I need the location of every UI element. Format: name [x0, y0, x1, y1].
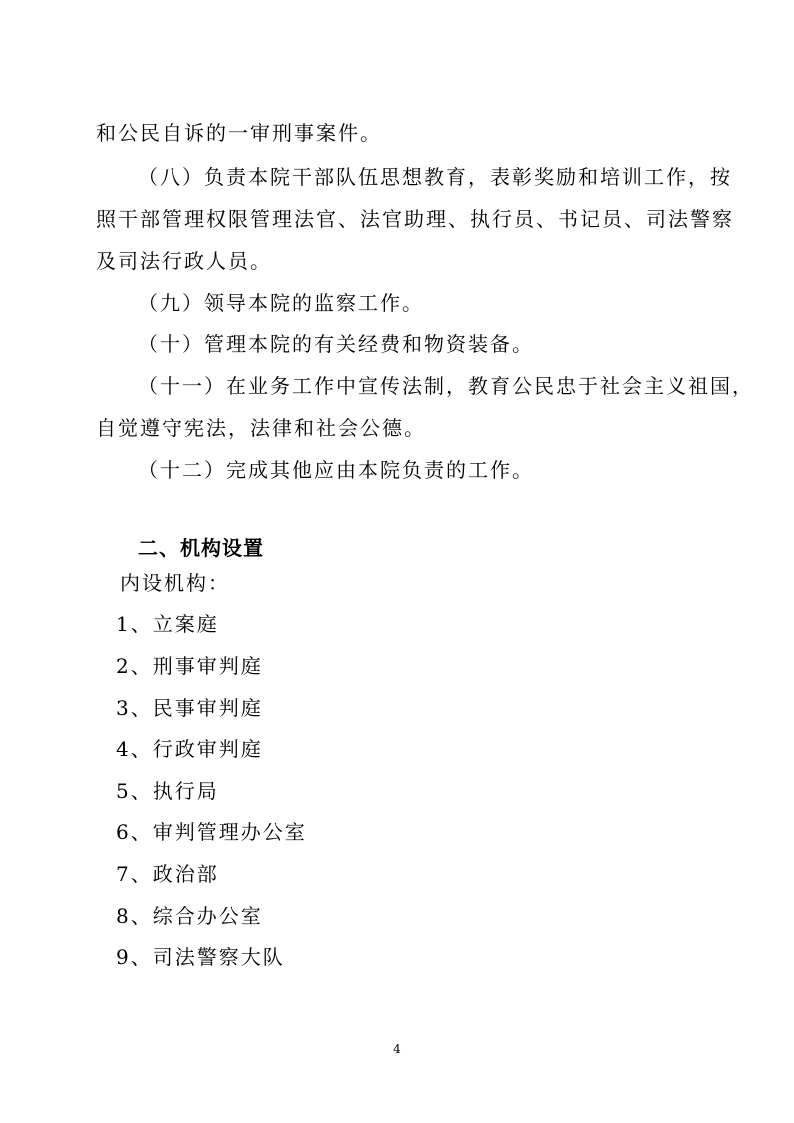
paragraph-line: 及司法行政人员。	[96, 249, 272, 273]
paragraph-line: 自觉遵守宪法，法律和社会公德。	[96, 416, 426, 440]
section-heading: 二、机构设置	[138, 536, 264, 560]
paragraph-line: （九）领导本院的监察工作。	[138, 291, 424, 315]
section-subheading: 内设机构：	[120, 571, 230, 595]
list-item: 6、审判管理办公室	[116, 820, 307, 844]
list-item: 5、执行局	[116, 779, 219, 803]
paragraph-line: 照干部管理权限管理法官、法官助理、执行员、书记员、司法警察	[96, 207, 734, 231]
paragraph-line: （十一）在业务工作中宣传法制，教育公民忠于社会主义祖国，	[138, 374, 754, 398]
paragraph-line: （十）管理本院的有关经费和物资装备。	[138, 332, 534, 356]
page-number: 4	[393, 1042, 401, 1056]
list-item: 9、司法警察大队	[116, 945, 285, 969]
paragraph-line: （十二）完成其他应由本院负责的工作。	[138, 458, 534, 482]
paragraph-line: （八）负责本院干部队伍思想教育，表彰奖励和培训工作，按	[138, 165, 732, 189]
list-item: 3、民事审判庭	[116, 696, 263, 720]
list-item: 4、行政审判庭	[116, 737, 263, 761]
paragraph-line: 和公民自诉的一审刑事案件。	[96, 121, 382, 145]
list-item: 8、综合办公室	[116, 904, 263, 928]
list-item: 1、立案庭	[116, 612, 219, 636]
list-item: 7、政治部	[116, 862, 219, 886]
list-item: 2、刑事审判庭	[116, 654, 263, 678]
